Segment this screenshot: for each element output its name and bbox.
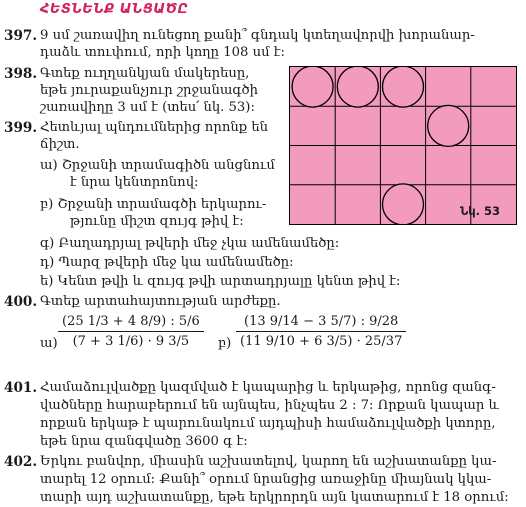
problem-number: 401.	[4, 380, 38, 396]
figure-53	[289, 66, 517, 225]
problem-text-line: Գտեք արտահայտության արժեքը.	[40, 294, 281, 309]
problem-text-line: Երկու բանվոր, միասին աշխատելով, կարող են աշխատանքը կա-	[40, 454, 497, 469]
expression-a	[58, 314, 204, 349]
math-label-a: ա)	[40, 336, 58, 351]
figure-caption: Նկ. 53	[460, 204, 500, 218]
problem-number: 400.	[4, 294, 38, 310]
section-header: ՀԵՏՆԵՆՔ ԱՆՑԱԾԸ	[40, 2, 189, 17]
problem-text-line: դաձև տուփում, որի կողը 108 սմ է:	[40, 45, 285, 60]
problem-text-line: Համաձուլվածքը կազմված է կապարից և երկաթից, որոնց զանգ-	[40, 380, 496, 395]
problem-number: 399.	[4, 120, 38, 136]
expression-b-numerator: (13 9/14 − 3 5/7) : 9/28	[244, 314, 399, 329]
circle	[428, 105, 469, 146]
circle	[383, 67, 424, 107]
problem-text-line: թյունը միշտ զույգ թիվ է:	[70, 214, 244, 229]
rectangle-with-circles	[290, 67, 516, 224]
problem-text-line: Գտեք ուղղանկյան մակերեսը,	[40, 66, 250, 81]
problem-number: 397.	[4, 28, 38, 44]
expression-b-denominator: (11 9/10 + 6 3/5) · 25/37	[240, 334, 403, 349]
problem-text-line: է նրա կենտրոնով:	[70, 175, 199, 190]
math-label-b: բ)	[218, 336, 232, 351]
circle	[292, 67, 333, 107]
circle	[337, 67, 378, 107]
problem-text-line: եթե նրա զանգվածը 3600 գ է:	[40, 434, 248, 449]
problem-text-line: ճիշտ.	[40, 137, 80, 152]
problem-text-line: տարի այդ աշխատանքը, եթե երկրորդն այն կատարում է 18 օրում:	[40, 490, 509, 505]
circle	[383, 184, 424, 224]
expression-a-denominator: (7 + 3 1/6) · 9 3/5	[72, 334, 190, 349]
problem-text-line: բ) Շրջանի տրամագծի երկարու-	[40, 197, 267, 212]
problem-text-line: դ) Պարզ թվերի մեջ կա ամենամեծը:	[40, 255, 294, 270]
problem-text-line: եթե յուրաքանչյուր շրջանագծի	[40, 83, 259, 98]
problem-text-line: ե) Կենտ թվի և զույգ թվի արտադրյալը կենտ թիվ է:	[40, 274, 401, 289]
expression-a-numerator: (25 1/3 + 4 8/9) : 5/6	[62, 314, 200, 329]
problem-text-line: 9 սմ շառավիղ ունեցող քանի՞ գնդակ կտեղավորվի խորանար-	[40, 28, 475, 43]
problem-text-line: գ) Բաղադրյալ թվերի մեջ չկա ամենամեծը:	[40, 236, 340, 251]
problem-text-line: վածները հարաբերում են այնպես, ինչպես 2 : 7: Որքան կապար և	[40, 398, 499, 413]
problem-text-line: որքան երկաթ է պարունակում այդպիսի համաձուլվածքի կտորը,	[40, 416, 496, 431]
problem-text-line: Հետևյալ պնդումներից որոնք են	[40, 120, 269, 135]
problem-text-line: ա) Շրջանի տրամագիծն անցնում	[40, 158, 275, 173]
problem-text-line: տարել 12 օրում: Քանի՞ օրում նրանցից առաջինը միայնակ կկա-	[40, 472, 492, 487]
problem-number: 402.	[4, 454, 38, 470]
problem-text-line: շառավիղը 3 սմ է (տես՛ նկ. 53):	[40, 100, 255, 115]
problem-number: 398.	[4, 66, 38, 82]
expression-b	[236, 314, 406, 349]
